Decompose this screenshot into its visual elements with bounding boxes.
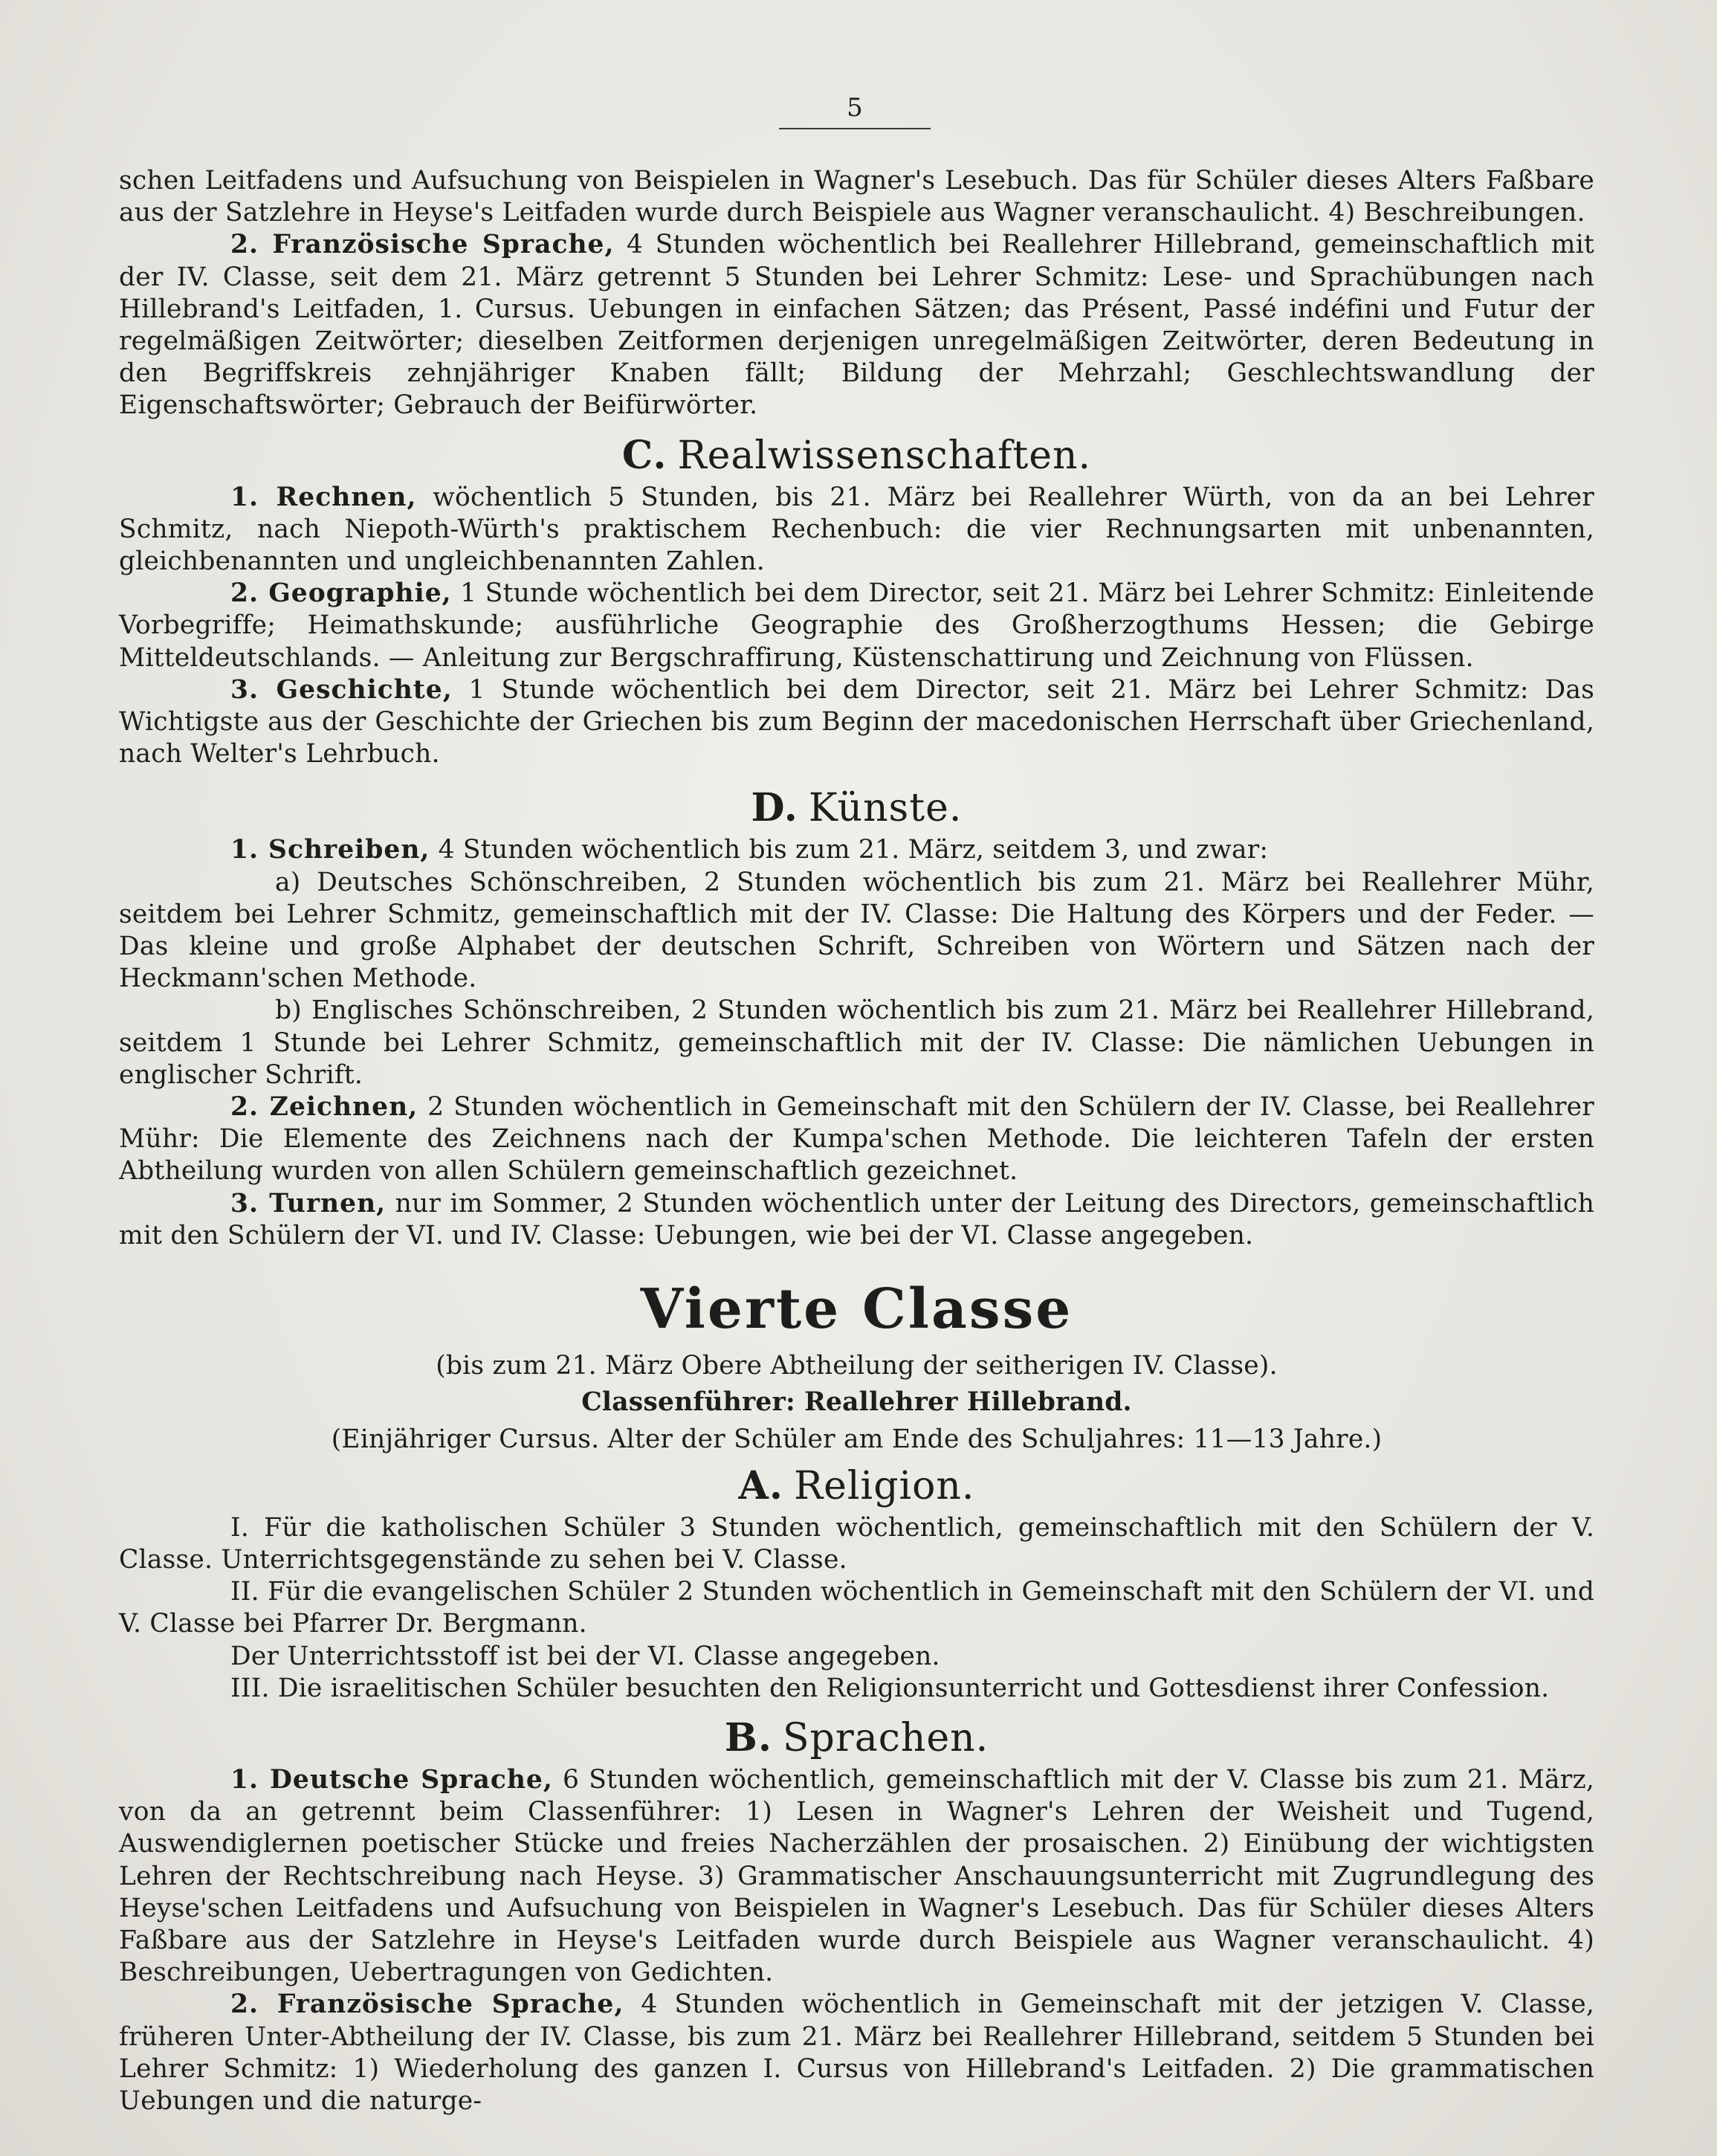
paragraph-text: 1 Stunde wöchentlich bei dem Director, seit 21. März bei Lehrer Schmitz: Das Wichtigste aus der Geschichte der Griechen bis zum Beginn der macedonischen Herrschaft über Griechenland, nach Welter's Lehrbuch. [119, 674, 1595, 769]
paragraph-text: 4 Stunden wöchentlich bei Reallehrer Hillebrand, gemeinschaftlich mit der IV. Classe, seit dem 21. März getrennt 5 Stunden bei Lehrer Schmitz: Lese- und Sprachübungen nach Hillebrand's Leitfaden, 1. Cursus. Uebungen in einfachen Sätzen; das Présent, Passé indéfini und Futur der regelmäßigen Zeitwörter; dieselben Zeitformen derjenigen unregelmäßigen Zeitwörter, deren Bedeutung in den Begriffskreis zehnjähriger Knaben fällt; Bildung der Mehrzahl; Geschlechtswandlung der Eigenschaftswörter; Gebrauch der Beifürwörter. [119, 230, 1594, 421]
paragraph [119, 229, 1594, 422]
paragraph-text: 4 Stunden wöchentlich bis zum 21. März, seitdem 3, und zwar: [430, 835, 1269, 865]
paragraph [119, 1989, 1594, 2117]
class-leader: Classenführer: Reallehrer Hillebrand. [581, 1387, 1132, 1418]
section-title: Realwissenschaften. [677, 433, 1092, 478]
class-title: Vierte Classe [640, 1277, 1073, 1342]
paragraph [119, 674, 1594, 771]
paragraph: III. Die israelitischen Schüler besuchten den Religionsunterricht und Gottesdienst ihrer Confession. [230, 1673, 1550, 1703]
section-letter: A. [738, 1462, 783, 1508]
subject-heading: 3. Geschichte, [230, 674, 453, 705]
section-heading [119, 782, 1594, 834]
paragraph: II. Für die evangelischen Schüler 2 Stunden wöchentlich in Gemeinschaft mit den Schülern der VI. und V. Classe bei Pfarrer Dr. Bergmann. [119, 1577, 1594, 1639]
subject-heading: 1. Schreiben, [230, 835, 430, 865]
page-number: 5 [847, 93, 863, 123]
section-title: Religion. [794, 1463, 975, 1508]
subject-heading: 2. Französische Sprache, [230, 1989, 624, 2020]
page-number-rule [779, 128, 931, 129]
section-letter: D. [751, 785, 798, 831]
paragraph: a) Deutsches Schönschreiben, 2 Stunden wöchentlich bis zum 21. März bei Reallehrer Mühr, seitdem bei Lehrer Schmitz, gemeinschaftlich mit der IV. Classe: Die Haltung des Körpers und der Feder. — Das kleine und große Alphabet der deutschen Schrift, Schreiben von Wörtern und Sätzen nach der Heckmann'schen Methode. [119, 867, 1594, 994]
paragraph-text: wöchentlich 5 Stunden, bis 21. März bei Reallehrer Würth, von da an bei Lehrer Schmitz, nach Niepoth-Würth's praktischem Rechenbuch: die vier Rechnungsarten mit unbenannten, gleichbenannten und ungleichbenannten Zahlen. [119, 482, 1594, 577]
subject-heading: 2. Zeichnen, [230, 1092, 418, 1123]
paragraph [119, 834, 1594, 866]
paragraph [119, 578, 1594, 674]
subject-heading: 1. Deutsche Sprache, [230, 1764, 553, 1795]
paragraph [119, 1188, 1594, 1252]
paragraph: schen Leitfadens und Aufsuchung von Beispielen in Wagner's Lesebuch. Das für Schüler dieses Alters Faßbare aus der Satzlehre in Heyse's Leitfaden wurde durch Beispiele aus Wagner veranschaulicht. 4) Beschreibungen. [119, 166, 1594, 228]
section-title: Künste. [808, 786, 963, 831]
paragraph: Der Unterrichtsstoff ist bei der VI. Classe angegeben. [230, 1641, 940, 1671]
class-course-info: (Einjähriger Cursus. Alter der Schüler am Ende des Schuljahres: 11—13 Jahre.) [331, 1424, 1383, 1454]
page-content [119, 165, 1594, 2117]
paragraph [119, 482, 1594, 578]
paragraph-text: 1 Stunde wöchentlich bei dem Director, seit 21. März bei Lehrer Schmitz: Einleitende Vorbegriffe; Heimathskunde; ausführliche Geographie des Großherzogthums Hessen; die Gebirge Mitteldeutschlands. — Anleitung zur Bergschraffirung, Küstenschattirung und Zeichnung von Flüssen. [119, 578, 1594, 673]
section-heading [119, 430, 1594, 482]
subject-heading: 1. Rechnen, [230, 482, 417, 512]
subject-heading: 2. Geographie, [230, 578, 452, 609]
section-letter: C. [621, 432, 667, 478]
subject-heading: 3. Turnen, [230, 1188, 387, 1219]
section-letter: B. [724, 1714, 772, 1760]
paragraph: b) Englisches Schönschreiben, 2 Stunden wöchentlich bis zum 21. März bei Reallehrer Hillebrand, seitdem 1 Stunde bei Lehrer Schmitz, gemeinschaftlich mit der IV. Classe: Die nämlichen Uebungen in englischer Schrift. [119, 995, 1594, 1090]
subject-heading: 2. Französische Sprache, [230, 230, 615, 260]
section-title: Sprachen. [782, 1715, 989, 1760]
paragraph [119, 1764, 1594, 1989]
class-subtitle: (bis zum 21. März Obere Abtheilung der seitherigen IV. Classe). [436, 1351, 1278, 1381]
paragraph-text: 4 Stunden wöchentlich in Gemeinschaft mit der jetzigen V. Classe, früheren Unter-Abtheilung der IV. Classe, bis zum 21. März bei Reallehrer Hillebrand, seitdem 5 Stunden bei Lehrer Schmitz: 1) Wiederholung des ganzen I. Cursus von Hillebrand's Leitfaden. 2) Die grammatischen Uebungen und die naturge- [119, 1989, 1594, 2116]
paragraph [119, 1091, 1594, 1188]
paragraph: I. Für die katholischen Schüler 3 Stunden wöchentlich, gemeinschaftlich mit den Schülern der V. Classe. Unterrichtsgegenstände zu sehen bei V. Classe. [119, 1512, 1594, 1575]
paragraph-text: 2 Stunden wöchentlich in Gemeinschaft mit den Schülern der IV. Classe, bei Reallehrer Mühr: Die Elemente des Zeichnens nach der Kumpa'schen Methode. Die leichteren Tafeln der ersten Abtheilung wurden von allen Schülern gemeinschaftlich gezeichnet. [119, 1092, 1594, 1187]
section-heading [119, 1712, 1594, 1764]
paragraph-text: nur im Sommer, 2 Stunden wöchentlich unter der Leitung des Directors, gemeinschaftlich mit den Schülern der VI. und IV. Classe: Uebungen, wie bei der VI. Classe angegeben. [119, 1188, 1594, 1250]
paragraph-text: 6 Stunden wöchentlich, gemeinschaftlich mit der V. Classe bis zum 21. März, von da an getrennt beim Classenführer: 1) Lesen in Wagner's Lehren der Weisheit und Tugend, Auswendiglernen poetischer Stücke und freies Nacherzählen der prosaischen. 2) Einübung der wichtigsten Lehren der Rechtschreibung nach Heyse. 3) Grammatischer Anschauungsunterricht mit Zugrundlegung des Heyse'schen Leitfadens und Aufsuchung von Beispielen in Wagner's Lesebuch. Das für Schüler dieses Alters Faßbare aus der Satzlehre in Heyse's Leitfaden wurde durch Beispiele aus Wagner veranschaulicht. 4) Beschreibungen, Uebertragungen von Gedichten. [119, 1764, 1594, 1988]
section-heading [119, 1460, 1594, 1512]
